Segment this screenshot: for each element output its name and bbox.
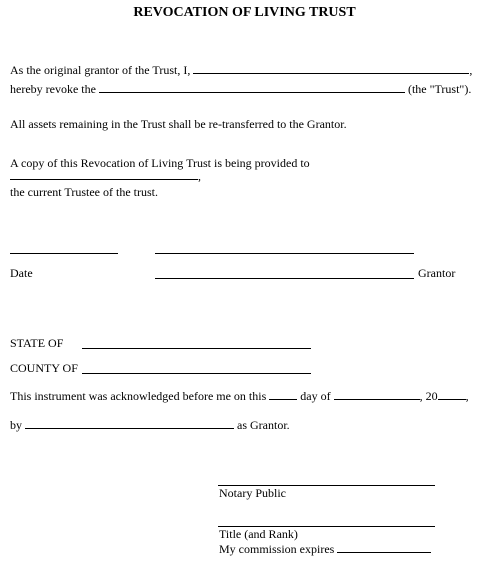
notary-label: Notary Public — [219, 486, 286, 500]
assets-statement: All assets remaining in the Trust shall be re-transferred to the Grantor. — [10, 117, 347, 131]
revoke-suffix: (the "Trust"). — [407, 82, 472, 96]
trustee-statement: the current Trustee of the trust. — [10, 185, 158, 199]
date-line[interactable] — [10, 253, 118, 254]
date-label: Date — [10, 266, 33, 280]
trustee-name-field[interactable] — [10, 169, 198, 180]
acknowledgment-statement — [10, 389, 469, 403]
ack-year-field[interactable] — [438, 389, 466, 400]
ack-year-label: , 20 — [419, 389, 438, 403]
trustee-line — [10, 169, 201, 183]
state-field[interactable] — [82, 348, 311, 349]
county-label: COUNTY OF — [10, 361, 78, 375]
grantor-comma: , — [469, 63, 473, 77]
by-name-field[interactable] — [25, 418, 234, 429]
ack-end-comma: , — [465, 389, 469, 403]
title-rank-label: Title (and Rank) — [219, 527, 298, 541]
commission-label: My commission expires — [219, 542, 335, 556]
state-label: STATE OF — [10, 336, 64, 350]
trust-name-field[interactable] — [99, 82, 405, 93]
commission-statement — [219, 542, 431, 556]
ack-text: This instrument was acknowledged before me on this — [10, 389, 267, 403]
revoke-prefix: hereby revoke the — [10, 82, 96, 96]
document-title: REVOCATION OF LIVING TRUST — [133, 5, 356, 20]
grantor-statement — [10, 63, 472, 77]
copy-statement: A copy of this Revocation of Living Trust is being provided to — [10, 156, 310, 170]
revoke-statement — [10, 82, 471, 96]
county-field[interactable] — [82, 373, 311, 374]
by-label: by — [10, 418, 22, 432]
by-statement — [10, 418, 290, 432]
ack-day-label: day of — [300, 389, 331, 403]
grantor-signature-line[interactable] — [155, 278, 414, 279]
grantor-name-field[interactable] — [193, 63, 469, 74]
signature-line[interactable] — [155, 253, 414, 254]
grantor-statement-text: As the original grantor of the Trust, I, — [10, 63, 191, 77]
ack-day-field[interactable] — [269, 389, 297, 400]
trustee-comma: , — [198, 169, 201, 183]
as-grantor-label: as Grantor. — [237, 418, 290, 432]
ack-month-field[interactable] — [334, 389, 420, 400]
commission-date-field[interactable] — [337, 542, 431, 553]
grantor-label: Grantor — [418, 266, 456, 280]
